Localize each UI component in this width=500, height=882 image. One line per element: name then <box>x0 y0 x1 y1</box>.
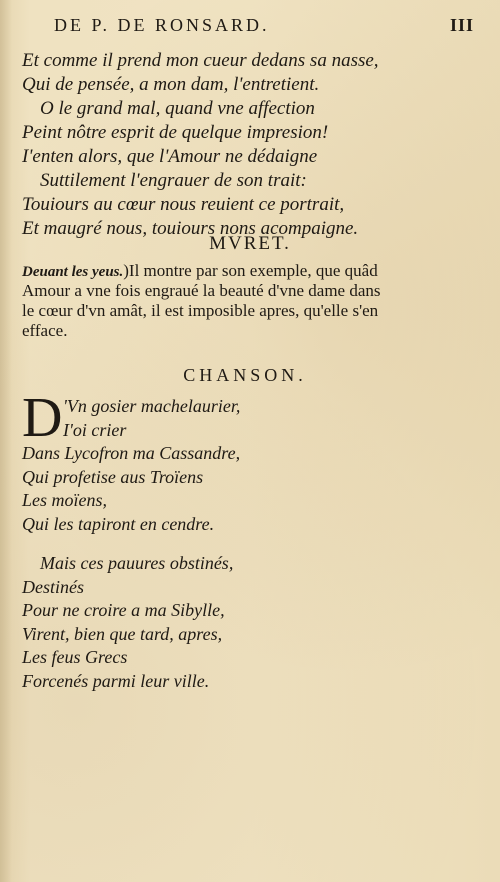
running-head: DE P. DE RONSARD. <box>54 15 270 35</box>
page-gutter-shadow <box>0 0 12 882</box>
poem-line: Suttilement l'engrauer de son trait: <box>40 170 307 191</box>
stanza-line: Mais ces pauures obstinés, <box>40 553 234 573</box>
commentary-line: le cœur d'vn amât, il est imposible apres, qu'elle s'en <box>22 301 379 320</box>
muret-heading: MVRET. <box>209 233 291 254</box>
poem-line: Touiours au cœur nous reuient ce portrait, <box>22 194 345 215</box>
page-number: III <box>449 15 474 35</box>
dropcap-letter: D <box>22 387 63 449</box>
commentary-text: )Il montre par son exemple, que quâd <box>123 261 378 280</box>
stanza-line: Les feus Grecs <box>22 647 128 667</box>
commentary-line: efface. <box>22 321 68 340</box>
stanza-line: Destinés <box>22 576 84 597</box>
stanza-line: 'Vn gosier machelaurier, <box>63 396 241 416</box>
stanza-line: Virent, bien que tard, apres, <box>22 623 223 644</box>
stanza-line: Forcenés parmi leur ville. <box>22 670 210 691</box>
poem-line: Et comme il prend mon cueur dedans sa nasse, <box>22 50 379 71</box>
commentary-block <box>22 261 477 341</box>
poem-line: Peint nôtre esprit de quelque impresion! <box>22 122 329 143</box>
commentary-line <box>22 261 477 281</box>
stanza-line: I'oi crier <box>63 419 127 440</box>
poem-line: Et maugré nous, touiours nons acompaigne. <box>22 218 359 239</box>
commentary-label: Deuant les yeus. <box>22 264 124 280</box>
commentary-line: Amour a vne fois engraué la beauté d'vne dame dans <box>22 281 381 300</box>
chanson-heading: CHANSON. <box>183 365 307 385</box>
stanza-line: Les moïens, <box>22 490 107 510</box>
sonnet-fragment <box>22 49 472 241</box>
page-header <box>54 15 474 39</box>
poem-line: O le grand mal, quand vne affection <box>40 98 315 119</box>
stanza-line: Qui profetise aus Troïens <box>22 466 204 487</box>
stanza-line: Qui les tapiront en cendre. <box>22 513 215 534</box>
stanza-line: Pour ne croire a ma Sibylle, <box>22 600 225 620</box>
poem-line: I'enten alors, que l'Amour ne dédaigne <box>22 146 318 167</box>
chanson-stanza-2 <box>22 552 452 693</box>
chanson-stanza-1 <box>22 387 452 536</box>
stanza-line: Dans Lycofron ma Cassandre, <box>22 443 241 463</box>
poem-line: Qui de pensée, a mon dam, l'entretient. <box>22 74 320 95</box>
